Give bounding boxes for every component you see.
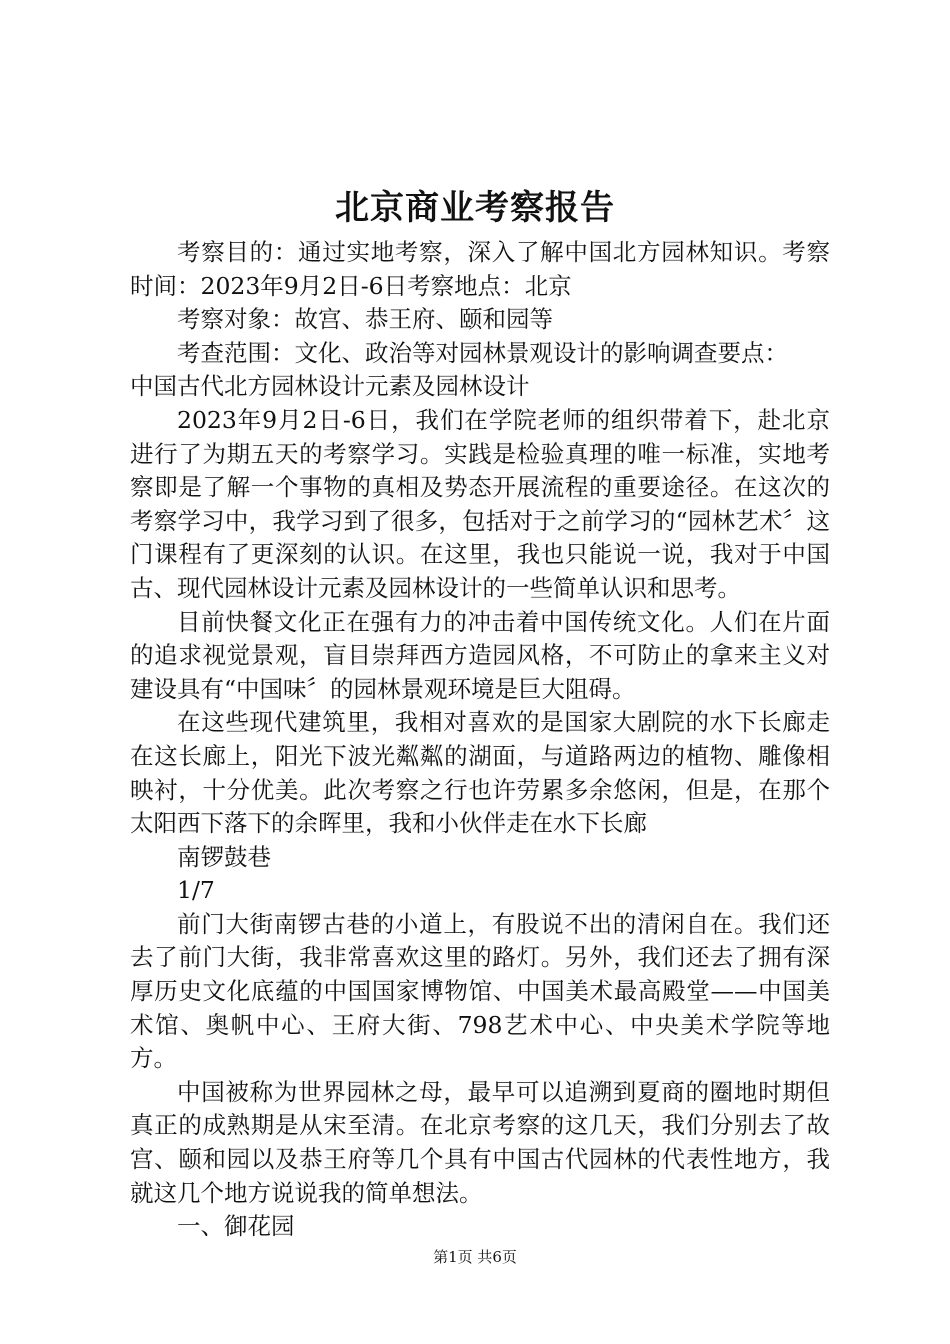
page-footer: 第1页 共6页 — [433, 1248, 517, 1266]
paragraph-nanluoguxiang: 南锣鼓巷 — [177, 842, 271, 871]
paragraph-intro: 2023年9月2日-6日，我们在学院老师的组织带着下，赴北京进行了为期五天的考察学习。实践是检验真理的唯一标准，实地考察即是了解一个事物的真相及势态开展流程的重要途径。在这次的考察学习中，我学习到了很多，包括对于之前学习的“园林艺术〞这门课程有了更深刻的认识。在这里，我也只能说一说，我对于中国古、现代园林设计元素及园林设计的一些简单认识和思考。 — [130, 405, 830, 602]
section-heading-imperial-garden: 一、御花园 — [177, 1212, 295, 1241]
paragraph-garden-history: 中国被称为世界园林之母，最早可以追溯到夏商的圈地时期但真正的成熟期是从宋至清。在北京考察的这几天，我们分别去了故宫、颐和园以及恭王府等几个具有中国古代园林的代表性地方，我就这几个地方说说我的简单想法。 — [130, 1077, 830, 1207]
paragraph-purpose: 考察目的：通过实地考察，深入了解中国北方园林知识。考察时间：2023年9月2日-6日考察地点：北京 — [130, 238, 830, 300]
document-title: 北京商业考察报告 — [335, 188, 615, 228]
paragraph-fastfood-culture: 目前快餐文化正在强有力的冲击着中国传统文化。人们在片面的追求视觉景观，盲目崇拜西方造园风格，不可防止的拿来主义对建设具有“中国味〞的园林景观环境是巨大阻碍。 — [130, 607, 830, 703]
paragraph-scope-continued: 中国古代北方园林设计元素及园林设计 — [130, 372, 530, 401]
paragraph-modern-buildings: 在这些现代建筑里，我相对喜欢的是国家大剧院的水下长廊走在这长廊上，阳光下波光粼粼的湖面，与道路两边的植物、雕像相映衬，十分优美。此次考察之行也许劳累多余悠闲，但是，在那个太阳西下落下的余晖里，我和小伙伴走在水下长廊 — [130, 708, 830, 838]
paragraph-scope: 考查范围：文化、政治等对园林景观设计的影响调查要点： — [177, 338, 788, 367]
document-body — [130, 236, 830, 1244]
paragraph-qianmen: 前门大街南锣古巷的小道上，有股说不出的清闲自在。我们还去了前门大街，我非常喜欢这里的路灯。另外，我们还去了拥有深厚历史文化底蕴的中国国家博物馆、中国美术最高殿堂——中国美术馆、奥帆中心、王府大街、798艺术中心、中央美术学院等地方。 — [130, 909, 830, 1073]
paragraph-page-marker: 1/7 — [177, 876, 215, 905]
paragraph-objects: 考察对象：故宫、恭王府、颐和园等 — [177, 305, 553, 334]
